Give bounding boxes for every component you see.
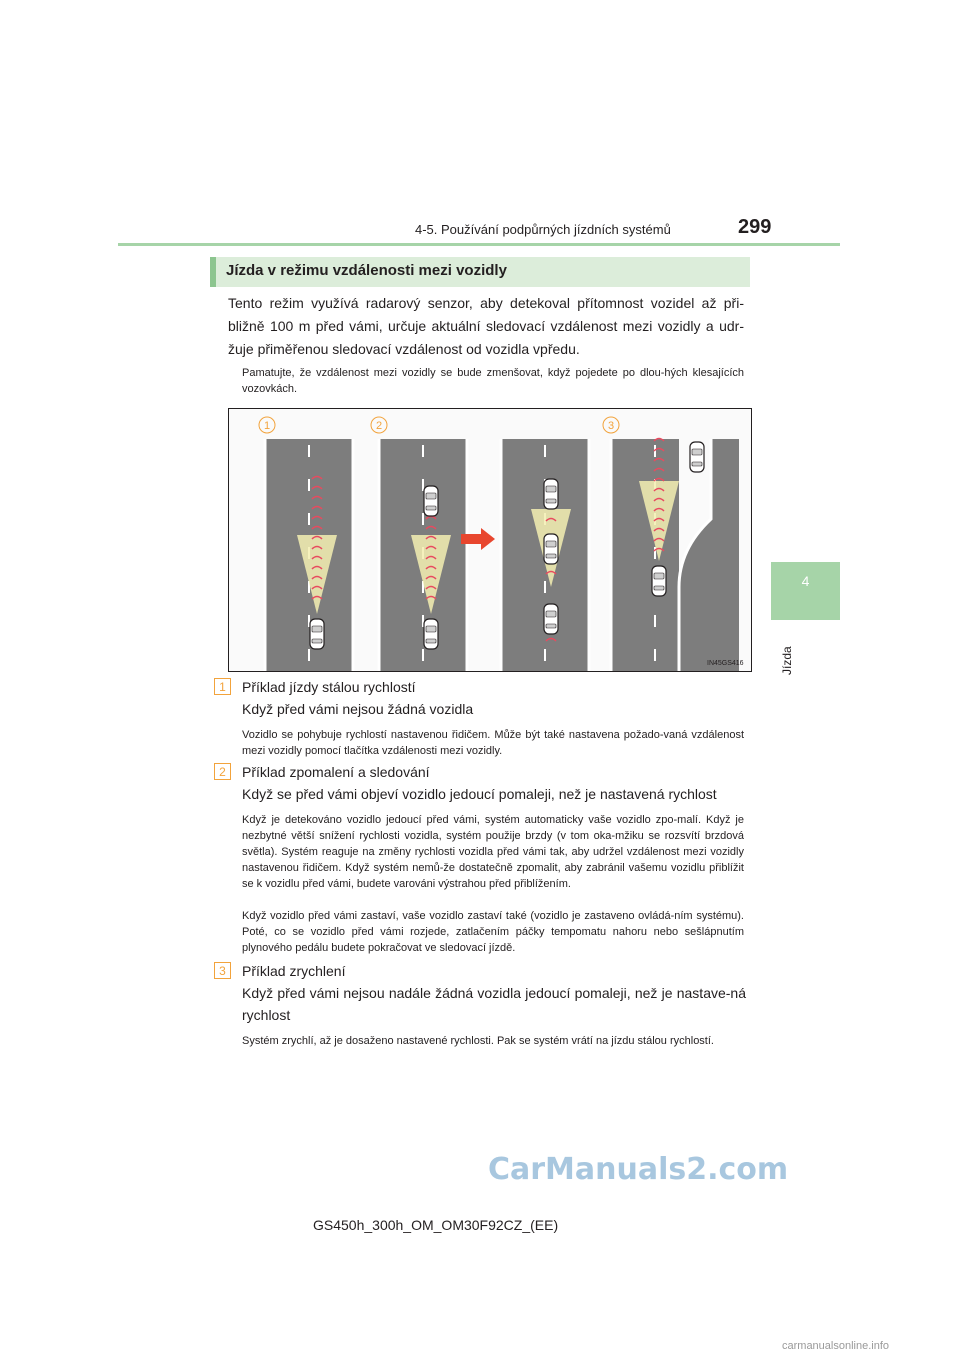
intro-paragraph: Tento režim využívá radarový senzor, aby detekoval přítomnost vozidel až při-bližně 100 m před vámi, určuje aktuální sledovací vzdálenost mezi vozidly a udr-žuje přiměřenou sledovací vzdálenost od vozidla vpředu. (228, 295, 744, 357)
svg-text:3: 3 (607, 420, 615, 432)
item-2-title: Příklad zpomalení a sledování (242, 764, 430, 780)
figure-label-1 (259, 417, 275, 433)
watermark-logo: CarManuals2.com (488, 1152, 789, 1187)
scene-3 (611, 439, 739, 672)
section-heading-bar (210, 257, 216, 287)
section-heading (210, 257, 750, 287)
header-section-title: 4-5. Používání podpůrných jízdních systémů (415, 222, 671, 237)
svg-text:2: 2 (375, 420, 383, 432)
item-3-number: 3 (214, 962, 231, 979)
item-3-title: Příklad zrychlení (242, 963, 346, 979)
item-2-note-2: Když vozidlo před vámi zastaví, vaše vozidlo zastaví také (vozidlo je zastaveno ovládá-ním systému). Poté, co se vozidlo před vámi rozjede, zatlačením páčky tempomatu nahoru nebo sešlápnutím plynového pedálu budete pokračovat ve sledovací jízdě. (242, 910, 744, 954)
chapter-tab (771, 562, 840, 620)
header-rule (118, 243, 840, 246)
item-2-subtitle: Když se před vámi objeví vozidlo jedoucí pomaleji, než je nastavená rychlost (242, 786, 717, 802)
scene-2-following (501, 439, 589, 671)
chapter-number: 4 (801, 573, 810, 589)
road-diagram (229, 409, 751, 671)
figure-label-2 (371, 417, 387, 433)
scene-2 (379, 439, 467, 671)
figure-label-3 (603, 417, 619, 433)
item-3-subtitle: Když před vámi nejsou nadále žádná vozidla jedoucí pomaleji, než je nastave-ná rychlost (242, 985, 746, 1023)
acc-illustration (228, 408, 752, 672)
bottom-watermark: carmanualsonline.info (782, 1340, 890, 1352)
item-1-number: 1 (214, 678, 231, 695)
item-2-note: Když je detekováno vozidlo jedoucí před vámi, systém automaticky vaše vozidlo zpo-malí. Když je nezbytné větší snížení rychlosti vozidla, systém použije brzdy (v tom oka-mžiku se rozsvítí brzdová světla). Systém reaguje na změny rychlosti vozidla před vámi tak, aby udržel vzdálenost mezi vozidly nastavenou řidičem. Když systém nemů-že dostatečně zpomalit, aby zabránil vašemu vozidlu přiblížit se k vozidlu před vámi, budete varováni výstrahou před přiblížením. (242, 814, 744, 890)
manual-code: GS450h_300h_OM_OM30F92CZ_(EE) (313, 1217, 559, 1233)
item-1-note: Vozidlo se pohybuje rychlostí nastavenou řidičem. Může být také nastavena požado-vaná vzdálenost mezi vozidly pomocí tlačítka vzdálenosti mezi vozidly. (242, 729, 744, 757)
item-3-note: Systém zrychlí, až je dosaženo nastavené rychlosti. Pak se systém vrátí na jízdu stálou rychlostí. (242, 1035, 714, 1047)
item-2-number: 2 (214, 763, 231, 780)
figure-code: IN45GS416 (707, 660, 744, 667)
item-1-title: Příklad jízdy stálou rychlostí (242, 679, 416, 695)
chapter-label: Jízda (780, 646, 794, 675)
scene-1 (265, 439, 353, 671)
section-heading-text: Jízda v režimu vzdálenosti mezi vozidly (226, 262, 507, 279)
intro-note: Pamatujte, že vzdálenost mezi vozidly se bude zmenšovat, když pojedete po dlou-hých klesajících vozovkách. (242, 367, 744, 395)
svg-text:1: 1 (263, 420, 271, 432)
item-1-subtitle: Když před vámi nejsou žádná vozidla (242, 701, 474, 717)
page-number: 299 (738, 216, 772, 238)
